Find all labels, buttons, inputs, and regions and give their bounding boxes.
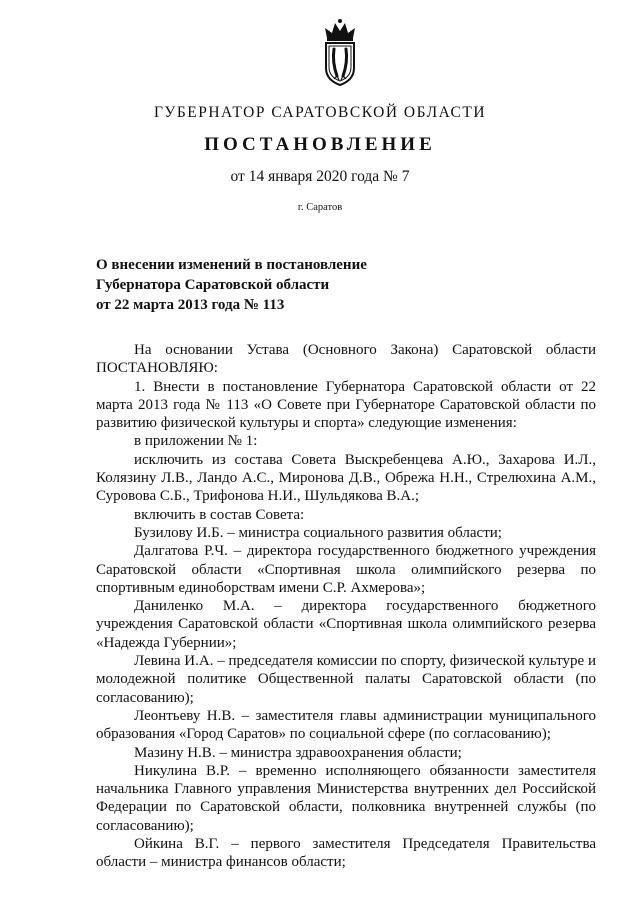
body-paragraph: Никулина В.Р. – временно исполняющего обязанности заместителя начальника Главного управления Министерства внутренних дел Российской Федерации по Саратовской области, полковника внутренней службы (по согласованию); <box>96 762 596 834</box>
subject-line: Губернатора Саратовской области <box>96 277 330 293</box>
body-paragraph: Мазину Н.В. – министра здравоохранения области; <box>134 744 462 761</box>
body-paragraph: Левина И.А. – председателя комиссии по спорту, физической культуре и молодежной политике Общественной палаты Саратовской области (по согласованию); <box>96 653 596 706</box>
body-paragraph: 1. Внести в постановление Губернатора Саратовской области от 22 марта 2013 года № 113 «О Совете при Губернаторе Саратовской области по развитию физической культуры и спорта» следующие изменения: <box>96 378 596 432</box>
body-paragraph: Бузилову И.Б. – министра социального развития области; <box>134 524 502 541</box>
body-paragraph: Даниленко М.А. – директора государственного бюджетного учреждения Саратовской области «Спортивная школа олимпийского резерва «Надежда Губернии»; <box>96 598 596 651</box>
document-subject <box>96 255 456 315</box>
body-paragraph: Далгатова Р.Ч. – директора государственного бюджетного учреждения Саратовской области «Спортивная школа олимпийского резерва по спортивным единоборствам имени С.Р. Ахмерова»; <box>96 543 596 596</box>
body-paragraph: исключить из состава Совета Выскребенцева А.Ю., Захарова И.Л., Колязину Л.В., Ландо А.С., Миронова Д.В., Обрежа Н.Н., Стрелюхина А.М., Суровова С.Б., Трифонова Н.И., Шульдякова В.А.; <box>96 451 596 505</box>
governor-title: ГУБЕРНАТОР САРАТОВСКОЙ ОБЛАСТИ <box>153 104 487 121</box>
document-date-number: от 14 января 2020 года № 7 <box>230 168 410 185</box>
body-paragraph: в приложении № 1: <box>134 433 258 450</box>
subject-line: от 22 марта 2013 года № 113 <box>96 297 285 313</box>
body-paragraph: На основании Устава (Основного Закона) Саратовской области ПОСТАНОВЛЯЮ: <box>96 342 596 377</box>
body-paragraph: Ойкина В.Г. – первого заместителя Председателя Правительства области – министра финансов области; <box>96 836 596 871</box>
document-body <box>96 341 596 872</box>
body-paragraph: включить в состав Совета: <box>134 506 305 523</box>
body-paragraph: Леонтьеву Н.В. – заместителя главы администрации муниципального образования «Город Саратов» по социальной сфере (по согласованию); <box>96 707 596 743</box>
subject-line: О внесении изменений в постановление <box>96 257 367 273</box>
document-city: г. Саратов <box>297 202 343 213</box>
coat-of-arms-icon <box>318 18 362 88</box>
document-type: ПОСТАНОВЛЕНИЕ <box>204 134 436 155</box>
